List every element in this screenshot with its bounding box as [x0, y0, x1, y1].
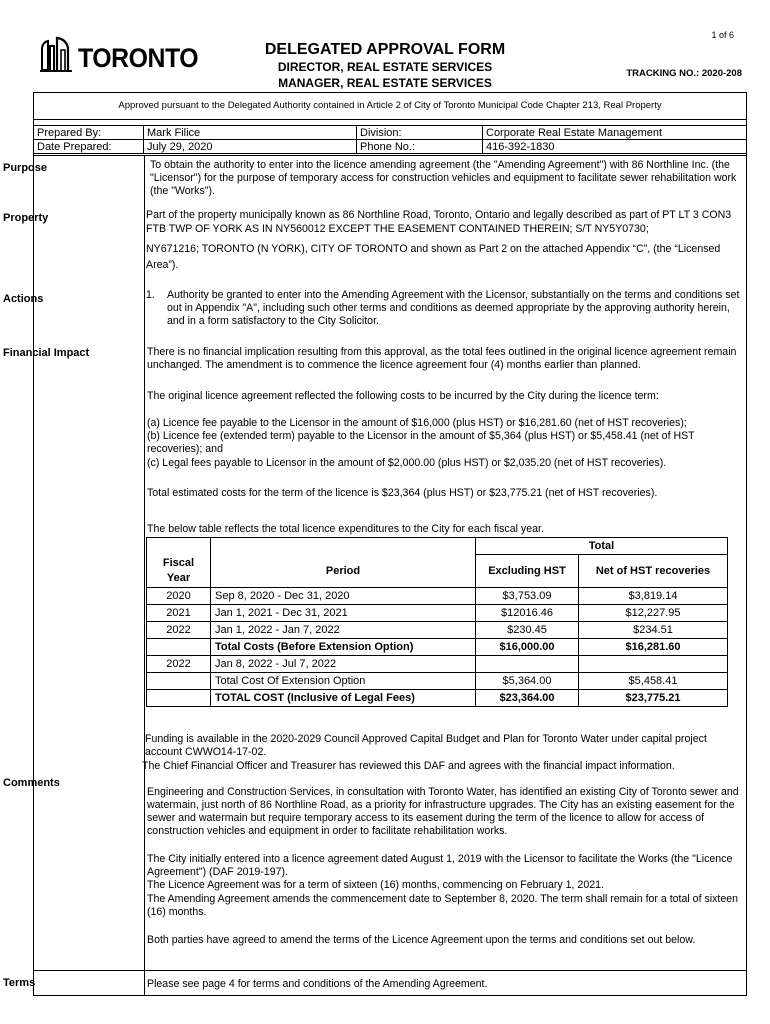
financial-paragraph-4: The below table reflects the total licence expenditures to the City for each fiscal year. — [147, 523, 544, 535]
financial-paragraph-2: The original licence agreement reflected the following costs to be incurred by the City during the licence term: — [147, 390, 659, 402]
row-year — [147, 689, 211, 706]
financial-item-a: (a) Licence fee payable to the Licensor in the amount of $16,000 (plus HST) or $16,281.60 (net of HST recoveries); — [147, 417, 687, 429]
row-excl: $23,364.00 — [476, 689, 579, 706]
actions-number: 1. — [146, 289, 155, 301]
total-header: Total — [476, 538, 728, 555]
financial-item-c: (c) Legal fees payable to Licensor in the amount of $2,000.00 (plus HST) or $2,035.20 (net of HST recoveries). — [147, 457, 667, 469]
row-year: 2020 — [147, 587, 211, 604]
row-net: $5,458.41 — [579, 672, 728, 689]
row-period: Jan 1, 2022 - Jan 7, 2022 — [211, 621, 476, 638]
prepared-by-value: Mark Filice — [144, 125, 357, 140]
funding-paragraph: Funding is available in the 2020-2029 Council Approved Capital Budget and Plan for Toronto Water under capital project account CWWO14-17-02. — [145, 733, 707, 758]
terms-label: Terms — [3, 977, 36, 989]
phone-label: Phone No.: — [357, 139, 483, 154]
terms-divider — [33, 970, 747, 971]
row-net — [579, 655, 728, 672]
division-label: Division: — [357, 125, 483, 140]
tracking-number: TRACKING NO.: 2020-208 — [626, 68, 742, 79]
terms-text: Please see page 4 for terms and conditions of the Amending Agreement. — [147, 978, 488, 990]
col-fiscal-year: Fiscal Year — [147, 555, 211, 588]
comments-paragraph-2a: The City initially entered into a licence agreement dated August 1, 2019 with the Licensor to facilitate the Works (the "Licence Agreement") (DAF 2019-197). — [147, 853, 733, 878]
row-excl: $5,364.00 — [476, 672, 579, 689]
financial-paragraph-1: There is no financial implication resulting from this approval, as the total fees outlined in the original licence agreement remain unchanged. The amendment is to commence the licence agreement four (4) months earlier than planned. — [147, 346, 737, 371]
row-period: Jan 1, 2021 - Dec 31, 2021 — [211, 604, 476, 621]
blank-cell — [211, 538, 476, 555]
financial-impact-label: Financial Impact — [3, 347, 90, 359]
row-year — [147, 672, 211, 689]
col-period: Period — [211, 555, 476, 588]
property-label: Property — [3, 212, 49, 224]
row-year — [147, 638, 211, 655]
row-net: $12,227.95 — [579, 604, 728, 621]
subtitle-manager: MANAGER, REAL ESTATE SERVICES — [278, 76, 492, 90]
form-title: DELEGATED APPROVAL FORM — [264, 41, 506, 58]
prepared-by-label: Prepared By: — [33, 125, 144, 140]
page-number: 1 of 6 — [711, 30, 734, 40]
row-excl: $12016.46 — [476, 604, 579, 621]
actions-label: Actions — [3, 293, 44, 305]
row-period: Total Costs (Before Extension Option) — [211, 638, 476, 655]
purpose-text: To obtain the authority to enter into the licence amending agreement (the "Amending Agreement") with 86 Northline Inc. (the "Licensor") for the purpose of temporary access for construction vehicles and equipment to facilitate sewer rehabilitation work (the "Works"). — [150, 159, 737, 197]
cfo-review: The Chief Financial Officer and Treasurer has reviewed this DAF and agrees with the financial impact information. — [142, 760, 675, 772]
division-value: Corporate Real Estate Management — [483, 125, 747, 140]
row-excl: $3,753.09 — [476, 587, 579, 604]
comments-paragraph-2b: The Licence Agreement was for a term of sixteen (16) months, commencing on February 1, 2021. — [147, 879, 604, 891]
phone-value: 416-392-1830 — [483, 139, 747, 154]
date-prepared-label: Date Prepared: — [33, 139, 144, 154]
logo-wordmark: TORONTO — [78, 43, 199, 73]
actions-text: Authority be granted to enter into the Amending Agreement with the Licensor, substantially on the terms and conditions set out in Appendix "A", including such other terms and conditions as deemed appropriate by the approving authority herein, and in a form satisfactory to the City Solicitor. — [167, 289, 740, 327]
row-net: $23,775.21 — [579, 689, 728, 706]
financial-item-b: (b) Licence fee (extended term) payable to the Licensor in the amount of $5,364 (plus HST) or $5,458.41 (net of HST recoveries); and — [147, 430, 695, 455]
approved-pursuant: Approved pursuant to the Delegated Authority contained in Article 2 of City of Toronto Municipal Code Chapter 213, Real Property — [33, 92, 747, 120]
row-year: 2021 — [147, 604, 211, 621]
row-excl: $230.45 — [476, 621, 579, 638]
label-column-divider — [144, 155, 145, 996]
row-period: Sep 8, 2020 - Dec 31, 2020 — [211, 587, 476, 604]
purpose-label: Purpose — [3, 162, 48, 174]
date-prepared-value: July 29, 2020 — [144, 139, 357, 154]
row-period: Jan 8, 2022 - Jul 7, 2022 — [211, 655, 476, 672]
row-net: $234.51 — [579, 621, 728, 638]
comments-paragraph-2c: The Amending Agreement amends the commencement date to September 8, 2020. The term shall remain for a total of sixteen (16) months. — [147, 893, 739, 918]
row-net: $16,281.60 — [579, 638, 728, 655]
row-year: 2022 — [147, 621, 211, 638]
row-year: 2022 — [147, 655, 211, 672]
blank-cell — [147, 538, 211, 555]
divider — [33, 155, 747, 156]
row-period: TOTAL COST (Inclusive of Legal Fees) — [211, 689, 476, 706]
property-line-1: Part of the property municipally known as 86 Northline Road, Toronto, Ontario and legally described as part of PT LT 3 CON3 FTB TWP OF YORK AS IN NY560012 EXCEPT THE EASEMENT CONTAINED THEREIN; S/T NY5Y0730; — [146, 209, 732, 235]
row-excl: $16,000.00 — [476, 638, 579, 655]
subtitle-director: DIRECTOR, REAL ESTATE SERVICES — [277, 60, 493, 74]
financial-paragraph-3: Total estimated costs for the term of the licence is $23,364 (plus HST) or $23,775.21 (net of HST recoveries). — [147, 487, 658, 499]
row-period: Total Cost Of Extension Option — [211, 672, 476, 689]
comments-paragraph-1: Engineering and Construction Services, in consultation with Toronto Water, has identified an existing City of Toronto sewer and watermain, just north of 86 Northline Road, as a priority for infrastructure upgrades. The City has an existing easement for the sewer and watermain but require temporary access to its easement during the term of the licence to allow for access of construction vehicles and equipment in order to facilitate rehabilitation works. — [147, 786, 739, 837]
row-net: $3,819.14 — [579, 587, 728, 604]
comments-paragraph-3: Both parties have agreed to amend the terms of the Licence Agreement upon the terms and conditions set out below. — [147, 934, 696, 946]
comments-label: Comments — [3, 777, 60, 789]
col-excluding-hst: Excluding HST — [476, 555, 579, 588]
property-line-2: NY671216; TORONTO (N YORK), CITY OF TORONTO and shown as Part 2 on the attached Appendix “C”, (the “Licensed Area”). — [146, 243, 721, 271]
col-net-of-hst: Net of HST recoveries — [579, 555, 728, 588]
fiscal-expenditure-table — [146, 537, 728, 707]
row-excl — [476, 655, 579, 672]
